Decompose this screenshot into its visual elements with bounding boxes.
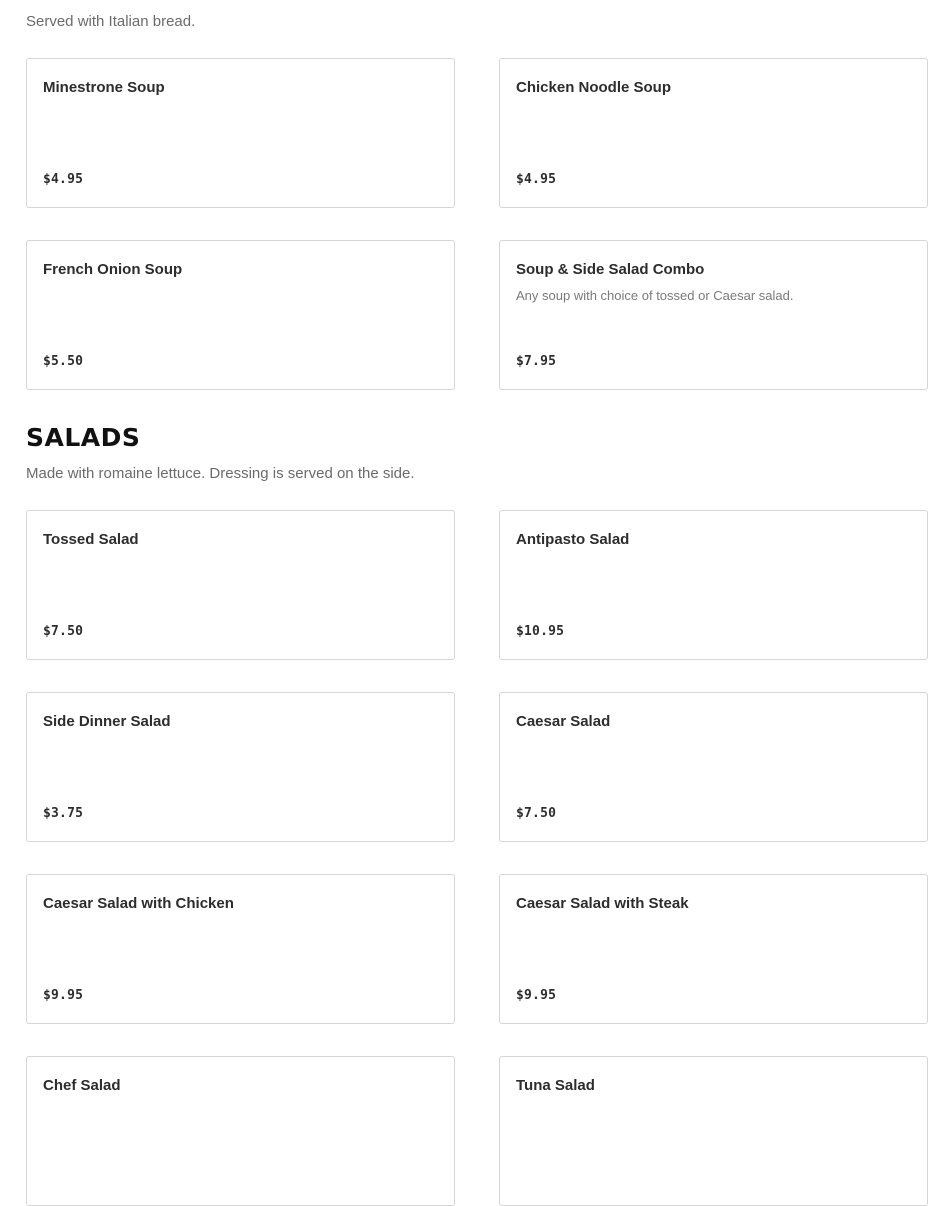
menu-item-card-side-dinner-salad[interactable] [26,692,455,842]
soups-grid [26,58,928,390]
menu-item-card-french-onion-soup[interactable] [26,240,455,390]
salads-grid [26,510,928,1206]
menu-item-name: Caesar Salad [516,713,611,730]
menu-item-card-caesar-salad-with-steak[interactable] [499,874,928,1024]
menu-item-card-tuna-salad[interactable] [499,1056,928,1206]
menu-item-name: Soup & Side Salad Combo [516,261,705,278]
menu-item-card-caesar-salad-with-chicken[interactable] [26,874,455,1024]
menu-item-name: Caesar Salad with Chicken [43,895,234,912]
menu-item-price: $7.50 [516,806,557,821]
salads-section-title: SALADS [26,423,141,452]
menu-item-price: $9.95 [43,988,84,1003]
soups-section-description: Served with Italian bread. [26,13,196,30]
menu-item-card-tossed-salad[interactable] [26,510,455,660]
menu-item-price: $5.50 [43,354,84,369]
menu-item-price: $4.95 [43,172,84,187]
menu-item-name: Tossed Salad [43,531,139,548]
menu-item-price: $10.95 [516,624,565,639]
menu-item-name: Minestrone Soup [43,79,165,96]
menu-item-card-caesar-salad[interactable] [499,692,928,842]
menu-item-card-chef-salad[interactable] [26,1056,455,1206]
menu-item-price: $7.95 [516,354,557,369]
menu-item-card-minestrone-soup[interactable] [26,58,455,208]
menu-item-price: $9.95 [516,988,557,1003]
menu-item-price: $3.75 [43,806,84,821]
menu-item-description: Any soup with choice of tossed or Caesar salad. [516,288,794,303]
menu-item-name: Caesar Salad with Steak [516,895,689,912]
menu-item-name: Tuna Salad [516,1077,595,1094]
menu-item-price: $4.95 [516,172,557,187]
menu-item-card-antipasto-salad[interactable] [499,510,928,660]
menu-item-name: French Onion Soup [43,261,183,278]
menu-item-name: Side Dinner Salad [43,713,171,730]
menu-item-name: Chef Salad [43,1077,121,1094]
menu-item-card-chicken-noodle-soup[interactable] [499,58,928,208]
menu-item-name: Antipasto Salad [516,531,630,548]
menu-item-card-soup-side-salad-combo[interactable] [499,240,928,390]
menu-item-name: Chicken Noodle Soup [516,79,672,96]
menu-item-price: $7.50 [43,624,84,639]
salads-section-description: Made with romaine lettuce. Dressing is served on the side. [26,465,415,482]
